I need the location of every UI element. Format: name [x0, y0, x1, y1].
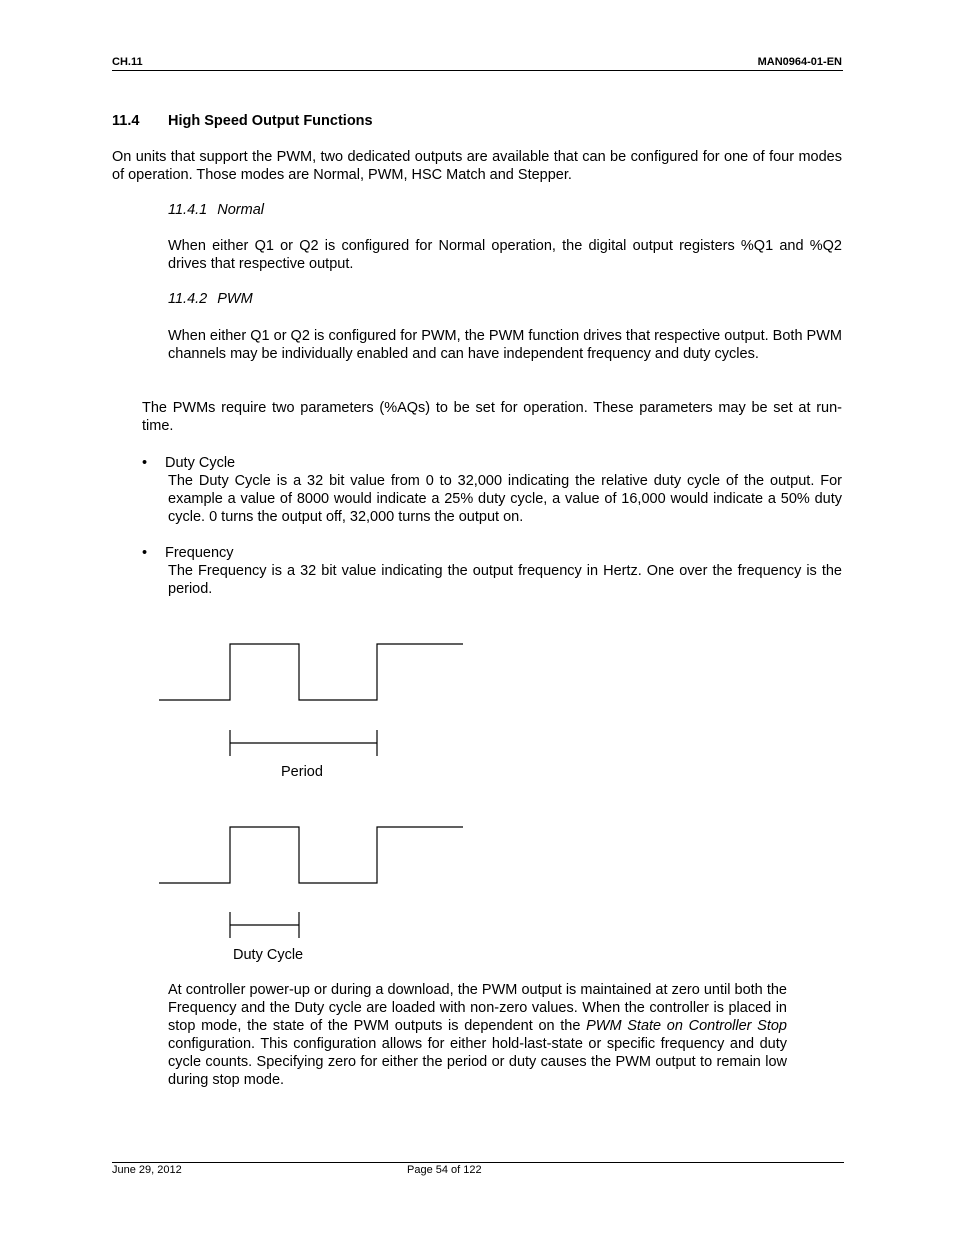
bullet-duty-title: Duty Cycle — [165, 455, 236, 471]
footer-page-number: Page 54 of 122 — [407, 1164, 482, 1176]
subsection-normal-title: Normal — [217, 202, 264, 218]
period-waveform — [159, 644, 463, 700]
subsection-pwm-title: PWM — [217, 291, 253, 307]
header-doc-id: MAN0964-01-EN — [757, 56, 842, 68]
bullet-frequency-text: The Frequency is a 32 bit value indicating the output frequency in Hertz. One over the frequency is the period. — [168, 563, 842, 597]
closing-paragraph — [168, 981, 787, 1089]
bullet-duty-text: The Duty Cycle is a 32 bit value from 0 to 32,000 indicating the relative duty cycle of the output. For example a value of 8000 would indicate a 25% duty cycle, a value of 16,000 would indicate a 50% duty cycle. 0 turns the output off, 32,000 turns the output on. — [168, 473, 842, 525]
closing-text-part2: configuration. This configuration allows for either hold-last-state or specific frequency and duty cycle counts. Specifying zero for either the period or duty causes the PWM output to remain low during stop mode. — [168, 1036, 787, 1088]
footer-date: June 29, 2012 — [112, 1164, 182, 1176]
bullet-marker: • — [142, 455, 148, 471]
section-title: High Speed Output Functions — [168, 113, 373, 129]
intro-paragraph: On units that support the PWM, two dedicated outputs are available that can be configured for one of four modes of operation. Those modes are Normal, PWM, HSC Match and Stepper. — [112, 149, 842, 183]
params-intro-paragraph: The PWMs require two parameters (%AQs) to be set for operation. These parameters may be set at run-time. — [142, 400, 842, 434]
subsection-pwm-number: 11.4.2 — [168, 291, 208, 307]
footer-rule — [112, 1162, 844, 1163]
subsection-pwm-text: When either Q1 or Q2 is configured for PWM, the PWM function drives that respective output. Both PWM channels may be individually enabled and can have independent frequency and duty cycles. — [168, 328, 842, 362]
duty-waveform — [159, 827, 463, 883]
closing-text-part1: At controller power-up or during a download, the PWM output is maintained at zero until both the Frequency and the Duty cycle are loaded with non-zero values. When the controller is placed in stop mode, the state of the PWM outputs is dependent on the — [168, 982, 787, 1034]
bullet-marker: • — [142, 545, 148, 561]
subsection-normal-number: 11.4.1 — [168, 202, 208, 218]
closing-emphasis: PWM State on Controller Stop — [586, 1018, 787, 1034]
section-number: 11.4 — [112, 113, 140, 129]
period-label: Period — [281, 764, 323, 780]
duty-cycle-label: Duty Cycle — [233, 947, 304, 963]
subsection-normal-text: When either Q1 or Q2 is configured for Normal operation, the digital output registers %Q1 and %Q2 drives that respective output. — [168, 238, 842, 272]
bullet-frequency-title: Frequency — [165, 545, 234, 561]
header-chapter: CH.11 — [112, 56, 143, 68]
